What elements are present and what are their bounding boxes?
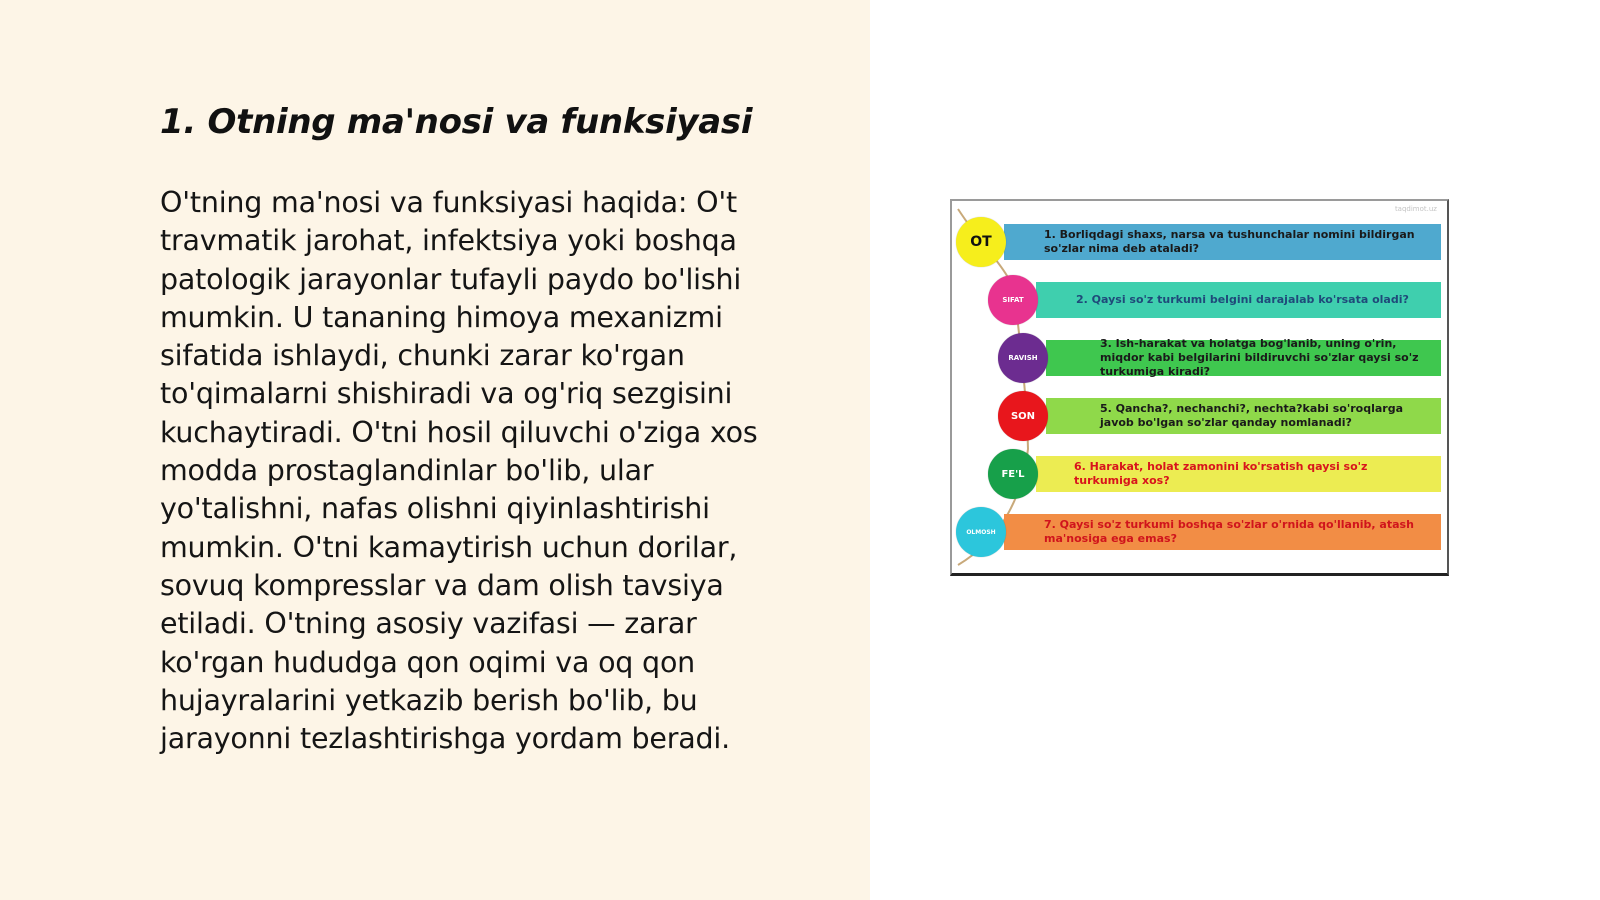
word-class-label: RAVISH [1008, 354, 1038, 362]
figure-credit: taqdimot.uz [1394, 205, 1437, 213]
question-text: 7. Qaysi so'z turkumi boshqa so'zlar o'rnida qo'llanib, atash ma'nosiga ega emas? [1044, 518, 1414, 545]
word-class-badge [956, 217, 1006, 267]
word-class-label: SIFAT [1002, 296, 1024, 304]
question-text: 5. Qancha?, nechanchi?, nechta?kabi so'roqlarga javob bo'lgan so'zlar qanday nomlanadi? [1100, 402, 1403, 429]
word-class-badge [988, 449, 1038, 499]
question-text: 3. Ish-harakat va holatga bog'lanib, uning o'rin, miqdor kabi belgilarini bildiruvchi so'zlar qaysi so'z turkumiga kiradi? [1100, 337, 1419, 378]
question-text: 2. Qaysi so'z turkumi belgini darajalab ko'rsata oladi? [1076, 293, 1409, 306]
word-class-badge [988, 275, 1038, 325]
word-class-label: SON [1010, 410, 1036, 422]
word-class-label: FE'L [1001, 468, 1025, 480]
question-text: 1. Borliqdagi shaxs, narsa va tushunchalar nomini bildirgan so'zlar nima deb ataladi? [1044, 228, 1415, 255]
parts-of-speech-figure [950, 199, 1449, 576]
question-text: 6. Harakat, holat zamonini ko'rsatish qaysi so'z turkumiga xos? [1074, 460, 1368, 487]
question-bar [1046, 398, 1441, 434]
word-class-badge [956, 507, 1006, 557]
word-class-badge [998, 333, 1048, 383]
word-class-label: OT [970, 234, 992, 250]
question-bar [1004, 224, 1441, 260]
question-bar [1046, 337, 1441, 378]
slide-body-text: O'tning ma'nosi va funksiyasi haqida: O't travmatik jarohat, infektsiya yoki boshqa patologik jarayonlar tufayli paydo bo'lishi mumkin. U tananing himoya mexanizmi sifatida ishlaydi, chunki zarar ko'rgan to'qimalarni shishiradi va og'riq sezgisini kuchaytiradi. O'tni hosil qiluvchi o'ziga xos modda prostaglandinlar bo'lib, ular yo'talishni, nafas olishni qiyinlashtirishi mumkin. O'tni kamaytirish uchun dorilar, sovuq kompresslar va dam olish tavsiya etiladi. O'tning asosiy vazifasi — zarar ko'rgan hududga qon oqimi va oq qon hujayralarini yetkazib berish bo'lib, bu jarayonni tezlashtirishga yordam beradi. [160, 186, 758, 756]
word-class-badge [998, 391, 1048, 441]
question-bar [1004, 514, 1441, 550]
slide-title: 1. Otning ma'nosi va funksiyasi [160, 102, 753, 142]
question-bar [1036, 282, 1441, 318]
question-bar [1036, 456, 1441, 492]
word-class-label: OLMOSH [966, 528, 996, 536]
